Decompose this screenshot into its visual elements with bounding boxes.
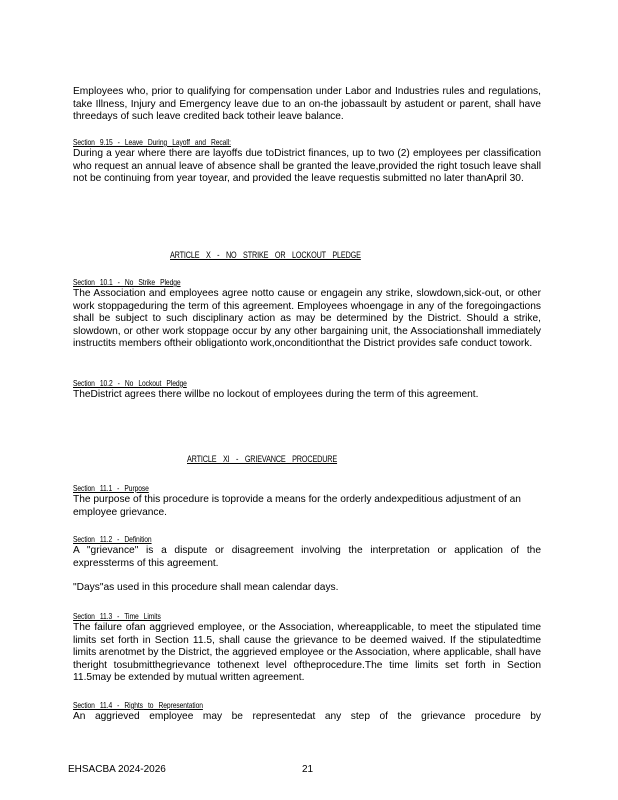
- section-body: The Association and employees agree notto cause or engagein any strike, slowdown,sick-out, or other work stoppageduring the term of this agreement. Employees whoengage in any of the foregoingactions shall be subject to such disciplinary action as may be determined by the District. Should a strike, slowdown, or other work stoppage occur by any other bargaining unit, the Associationshall immediately instructits members oftheir obligationto work,onconditionthat the District provides safe conduct towork.: [73, 288, 541, 350]
- intro-paragraph: Employees who, prior to qualifying for compensation under Labor and Industries rules and regulations, take Illness, Injury and Emergency leave due to an on-the jobassault by astudent or parent, shall have threedays of such leave credited back totheir leave balance.: [73, 86, 541, 123]
- section-heading: Section 11.2 - Definition: [73, 535, 152, 544]
- section-11-4: [73, 700, 541, 724]
- section-11-1: [73, 483, 541, 519]
- days-definition: "Days"as used in this procedure shall mean calendar days.: [73, 582, 339, 594]
- footer-doc-id: EHSACBA 2024-2026: [68, 764, 166, 775]
- section-heading: Section 11.4 - Rights to Representation: [73, 701, 203, 710]
- section-10-1: [73, 277, 541, 351]
- section-heading: Section 11.1 - Purpose: [73, 484, 149, 493]
- section-10-2: [73, 378, 541, 402]
- page-number: 21: [302, 764, 314, 775]
- section-heading: Section 10.2 - No Lockout Pledge: [73, 379, 187, 388]
- section-heading: Section 10.1 - No Strike Pledge: [73, 278, 181, 287]
- section-body: An aggrieved employee may be representedat any step of the grievance procedure by: [73, 711, 541, 722]
- section-body: The failure ofan aggrieved employee, or the Association, whereapplicable, to meet the stipulated time limits set forth in Section 11.5, shall cause the grievance to be deemed waived. If the stipulatedtime limits arenotmet by the District, the aggrieved employee or the Association, where applicable, shall have theright tosubmitthegrievance tothenext level oftheprocedure.The time limits set forth in Section 11.5may be extended by mutual written agreement.: [73, 622, 541, 684]
- section-11-3: [73, 611, 541, 685]
- section-heading: Section 11.3 - Time Limits: [73, 612, 161, 621]
- section-heading: Section 9.15 - Leave During Layoff and Recall:: [73, 138, 231, 147]
- article-heading: ARTICLE X - NO STRIKE OR LOCKOUT PLEDGE: [170, 250, 361, 260]
- section-body: A "grievance" is a dispute or disagreement involving the interpretation or application of the expressterms of this agreement.: [73, 545, 541, 569]
- section-body: During a year where there are layoffs due toDistrict finances, up to two (2) employees per classification who request an annual leave of absence shall be granted the leave,provided the right tosuch leave shall not be continuing from year toyear, and provided the leave requestis submitted no later thanApril 30.: [73, 148, 541, 185]
- article-heading: ARTICLE XI - GRIEVANCE PROCEDURE: [187, 454, 338, 464]
- section-body: TheDistrict agrees there willbe no lockout of employees during the term of this agreement.: [73, 389, 479, 400]
- section-11-2: [73, 534, 541, 595]
- section-9-15: [73, 137, 541, 186]
- section-body: The purpose of this procedure is toprovide a means for the orderly andexpeditious adjustment of an employee grievance.: [73, 494, 521, 518]
